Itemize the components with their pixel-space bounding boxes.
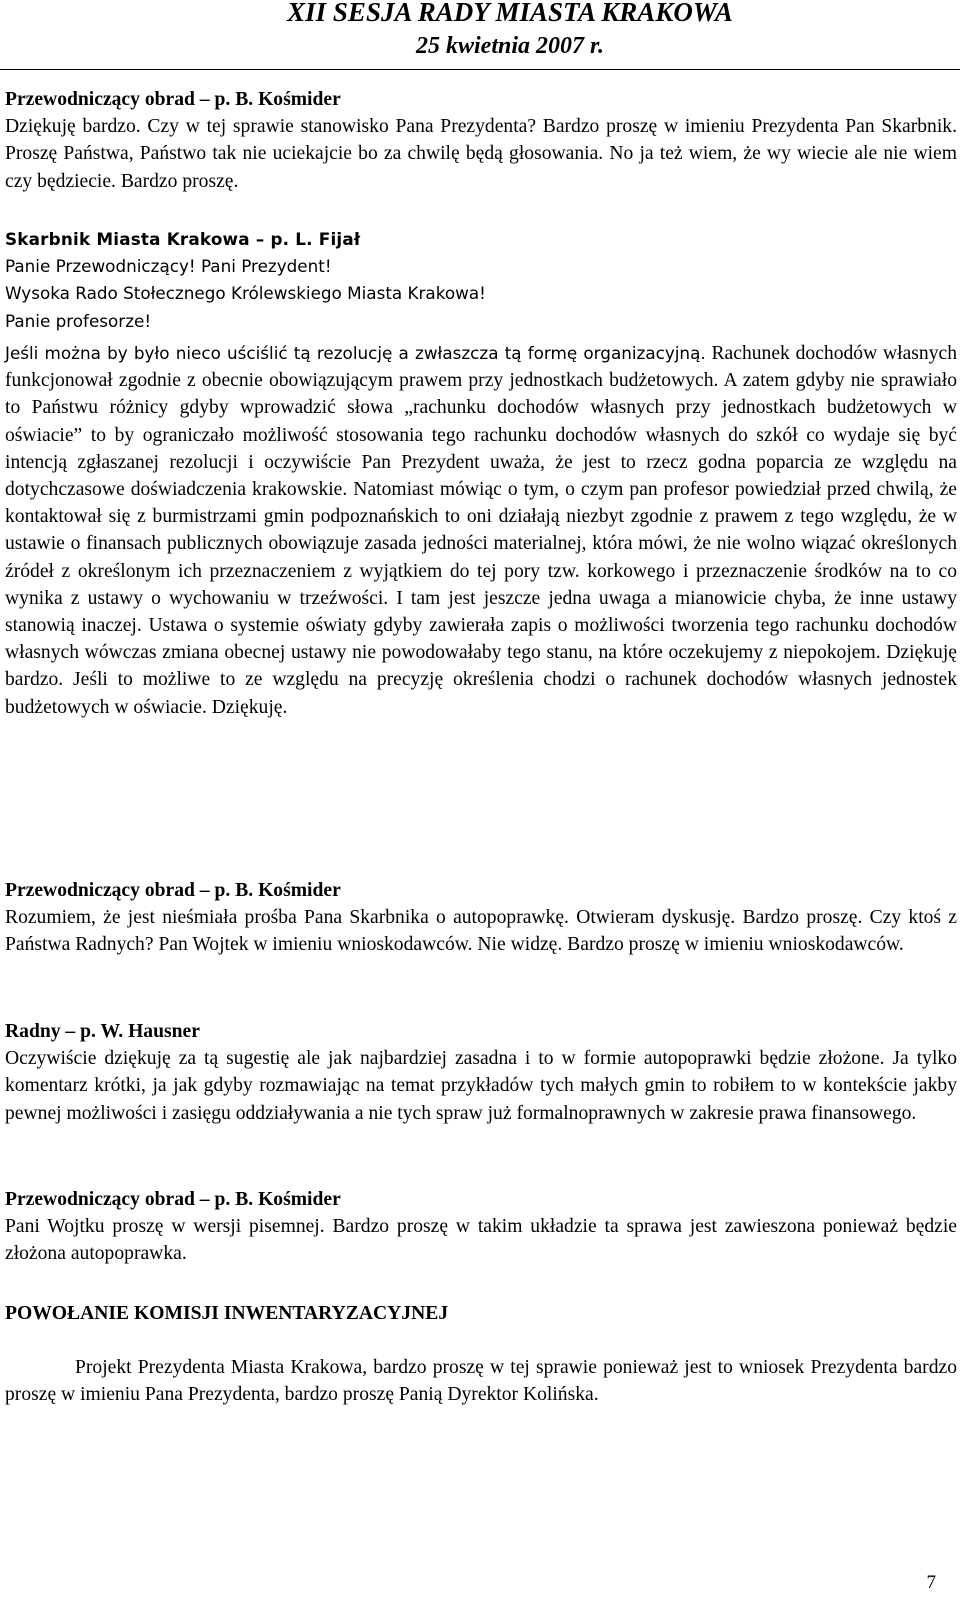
- speaker-name: Przewodniczący obrad – p. B. Kośmider: [5, 880, 341, 901]
- page-number: 7: [926, 1572, 936, 1593]
- speech-block-5: [5, 1186, 957, 1268]
- speech-block-1: [5, 86, 957, 195]
- salutation-line: Wysoka Rado Stołecznego Królewskiego Miasta Krakowa!: [5, 283, 486, 304]
- salutation-line: Panie Przewodniczący! Pani Prezydent!: [5, 256, 332, 277]
- salutation-line: Panie profesorze!: [5, 310, 152, 331]
- session-date: 25 kwietnia 2007 r.: [415, 33, 605, 59]
- speech-block-2-continued: [5, 340, 957, 721]
- speaker-name: Skarbnik Miasta Krakowa – p. L. Fijał: [5, 229, 361, 249]
- speech-text: Rachunek dochodów własnych funkcjonował zgodnie z obecnie obowiązującym prawem przy jednostkach budżetowych. A zatem gdyby nie sprawiało to Państwu różnicy gdyby wprowadzić słowa „rachunku dochodów własnych przy jednostkach budżetowych w oświacie” to by ograniczało możliwość stosowania tego rachunku dochodów własnych do szkół co wydaje się być intencją zgłaszanej rezolucji i oczywiście Pan Prezydent uważa, że jest to rzecz godna poparcia ze względu na dotychczasowe doświadczenia krakowskie. Natomiast mówiąc o tym, o czym pan profesor powiedział przed chwilą, że kontaktował się z burmistrzami gmin podpoznańskich to oni działają niezbyt zgodnie z prawem z tego względu, że w ustawie o finansach publicznych obowiązuje zasada jedności materialnej, która mówi, że nie wolno wiązać określonych źródeł z określonym ich przeznaczeniem z wyjątkiem do tej pory tzw. korkowego i przeznaczenie środków na to co wynika z ustawy o wychowaniu w trzeźwości. I tam jest jeszcze jedna uwaga a mianowicie chyba, że inne ustawy stanowią inaczej. Ustawa o systemie oświaty gdyby zawierała zapis o możliwości tworzenia tego rachunku dochodów własnych wówczas zmiana obecnej ustawy nie powodowałaby tego stanu, na które oczekujemy z niepokojem. Dziękuję bardzo. Jeśli to możliwe to ze względu na precyzję określenia chodzi o rachunek dochodów własnych jednostek budżetowych w oświacie. Dziękuję.: [5, 343, 958, 718]
- speech-text: Pani Wojtku proszę w wersji pisemnej. Bardzo proszę w takim układzie ta sprawa jest zawieszona ponieważ będzie złożona autopoprawka.: [5, 1216, 957, 1265]
- speech-text: Oczywiście dziękuję za tą sugestię ale jak najbardziej zasadna i to w formie autopoprawki będzie złożone. Ja tylko komentarz krótki, ja jak gdyby rozmawiając na temat przykładów tych małych gmin to robiłem to w kontekście jakby pewnej możliwości i zasięgu oddziaływania a nie tych spraw już formalnoprawnych w zakresie prawa finansowego.: [5, 1048, 957, 1124]
- speaker-name: Przewodniczący obrad – p. B. Kośmider: [5, 89, 341, 110]
- section-text: Projekt Prezydenta Miasta Krakowa, bardzo proszę w tej sprawie ponieważ jest to wniosek Prezydenta bardzo proszę w imieniu Pana Prezydenta, bardzo proszę Panią Dyrektor Kolińska.: [5, 1357, 957, 1406]
- speaker-name: Przewodniczący obrad – p. B. Kośmider: [5, 1189, 341, 1210]
- speech-text: Dziękuję bardzo. Czy w tej sprawie stanowisko Pana Prezydenta? Bardzo proszę w imieniu Prezydenta Pan Skarbnik. Proszę Państwa, Państwo tak nie uciekajcie bo za chwilę będą głosowania. No ja też wiem, że wy wiecie ale nie wiem czy będziecie. Bardzo proszę.: [5, 116, 957, 192]
- header-divider: [0, 69, 960, 70]
- section-title: POWOŁANIE KOMISJI INWENTARYZACYJNEJ: [5, 1303, 449, 1324]
- speech-block-2: [5, 226, 957, 335]
- speech-text-lead: Jeśli można by było nieco uściślić tą rezolucję a zwłaszcza tą formę organizacyjną.: [5, 343, 706, 363]
- speech-block-3: [5, 877, 957, 959]
- speaker-name: Radny – p. W. Hausner: [5, 1021, 200, 1042]
- session-title: XII SESJA RADY MIASTA KRAKOWA: [287, 0, 733, 27]
- agenda-section: [5, 1300, 957, 1409]
- speech-text: Rozumiem, że jest nieśmiała prośba Pana Skarbnika o autopoprawkę. Otwieram dyskusję. Bardzo proszę. Czy ktoś z Państwa Radnych? Pan Wojtek w imieniu wnioskodawców. Nie widzę. Bardzo proszę w imieniu wnioskodawców.: [5, 907, 957, 956]
- speech-block-4: [5, 1018, 957, 1127]
